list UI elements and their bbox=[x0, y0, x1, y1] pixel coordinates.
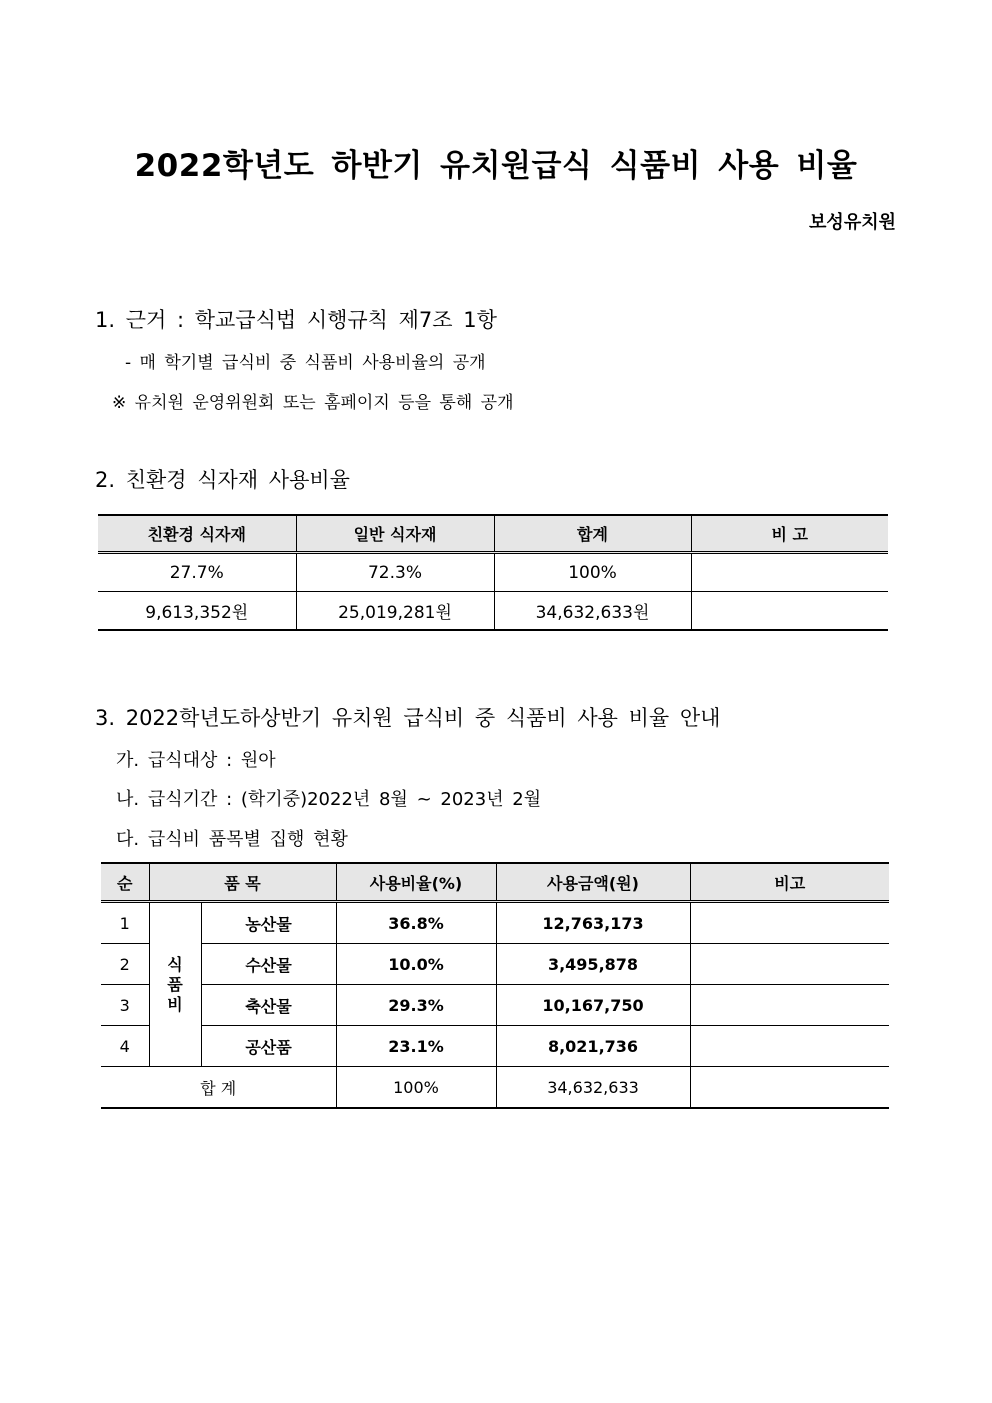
item-ratio: 23.1% bbox=[336, 1026, 496, 1067]
item-amount: 8,021,736 bbox=[496, 1026, 690, 1067]
document-title: 2022학년도 하반기 유치원급식 식품비 사용 비율 bbox=[134, 148, 858, 184]
item-amount: 10,167,750 bbox=[496, 985, 690, 1026]
item-note bbox=[690, 1026, 889, 1067]
header-remarks: 비고 bbox=[690, 863, 889, 902]
section1-bullet: - 매 학기별 급식비 중 식품비 사용비율의 공개 bbox=[125, 353, 486, 373]
item-name: 수산물 bbox=[201, 944, 336, 985]
cell: 72.3% bbox=[296, 553, 494, 592]
group-label-char: 비 bbox=[167, 994, 183, 1014]
header-remarks: 비 고 bbox=[691, 515, 888, 553]
cell: 25,019,281원 bbox=[296, 592, 494, 631]
group-label-food-cost bbox=[149, 902, 201, 1067]
table-row bbox=[101, 985, 889, 1026]
cell bbox=[691, 592, 888, 631]
table-row bbox=[101, 944, 889, 985]
item-ratio: 36.8% bbox=[336, 902, 496, 944]
group-label-char: 식 bbox=[167, 954, 183, 974]
section3-item-a: 가. 급식대상 : 원아 bbox=[116, 750, 276, 771]
item-amount: 3,495,878 bbox=[496, 944, 690, 985]
total-note bbox=[690, 1067, 889, 1109]
table-row bbox=[98, 592, 888, 631]
table-header-row bbox=[101, 863, 889, 902]
cell: 27.7% bbox=[98, 553, 296, 592]
item-note bbox=[690, 944, 889, 985]
table-header-row bbox=[98, 515, 888, 553]
total-label: 합 계 bbox=[101, 1067, 336, 1109]
cell: 100% bbox=[494, 553, 691, 592]
cell: 34,632,633원 bbox=[494, 592, 691, 631]
header-eco: 친환경 식자재 bbox=[98, 515, 296, 553]
item-name: 축산물 bbox=[201, 985, 336, 1026]
header-no: 순 bbox=[101, 863, 149, 902]
total-ratio: 100% bbox=[336, 1067, 496, 1109]
section1-heading: 1. 근거 : 학교급식법 시행규칙 제7조 1항 bbox=[95, 308, 497, 332]
header-amount: 사용금액(원) bbox=[496, 863, 690, 902]
row-number: 1 bbox=[101, 902, 149, 944]
item-name: 농산물 bbox=[201, 902, 336, 944]
item-note bbox=[690, 902, 889, 944]
food-cost-breakdown-table bbox=[101, 862, 889, 1109]
row-number: 2 bbox=[101, 944, 149, 985]
header-total: 합계 bbox=[494, 515, 691, 553]
item-ratio: 29.3% bbox=[336, 985, 496, 1026]
section3-heading: 3. 2022학년도하상반기 유치원 급식비 중 식품비 사용 비율 안내 bbox=[95, 706, 721, 730]
table-row bbox=[101, 902, 889, 944]
section2-heading: 2. 친환경 식자재 사용비율 bbox=[95, 468, 350, 492]
eco-food-ratio-table bbox=[98, 514, 888, 631]
row-number: 3 bbox=[101, 985, 149, 1026]
group-label-char: 품 bbox=[167, 974, 183, 994]
item-amount: 12,763,173 bbox=[496, 902, 690, 944]
header-item: 품 목 bbox=[149, 863, 336, 902]
total-row bbox=[101, 1067, 889, 1109]
item-name: 공산품 bbox=[201, 1026, 336, 1067]
header-general: 일반 식자재 bbox=[296, 515, 494, 553]
item-note bbox=[690, 985, 889, 1026]
table-row bbox=[98, 553, 888, 592]
organization-name: 보성유치원 bbox=[809, 212, 896, 233]
section3-item-b: 나. 급식기간 : (학기중)2022년 8월 ~ 2023년 2월 bbox=[116, 789, 542, 810]
cell: 9,613,352원 bbox=[98, 592, 296, 631]
section3-item-c: 다. 급식비 품목별 집행 현황 bbox=[116, 829, 348, 850]
header-ratio: 사용비율(%) bbox=[336, 863, 496, 902]
table-row bbox=[101, 1026, 889, 1067]
row-number: 4 bbox=[101, 1026, 149, 1067]
total-amount: 34,632,633 bbox=[496, 1067, 690, 1109]
section1-note: ※ 유치원 운영위원회 또는 홈페이지 등을 통해 공개 bbox=[112, 393, 514, 413]
cell bbox=[691, 553, 888, 592]
item-ratio: 10.0% bbox=[336, 944, 496, 985]
